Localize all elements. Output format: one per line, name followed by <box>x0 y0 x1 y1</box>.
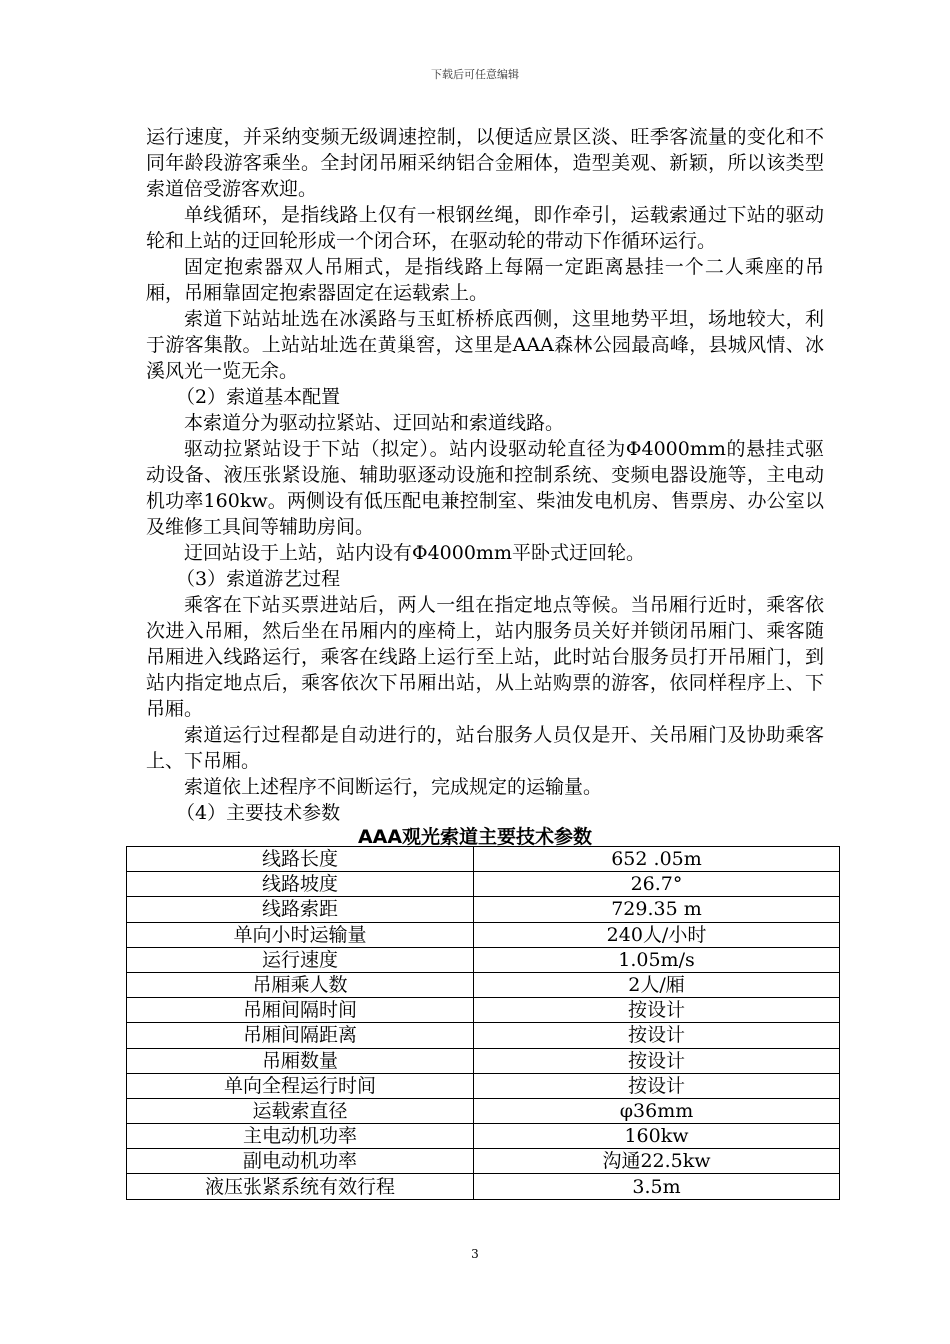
parameters-table <box>126 846 840 1200</box>
section-heading: （2）索道基本配置 <box>176 386 341 408</box>
param-value: 1.05m/s <box>474 947 840 972</box>
table-row <box>127 1023 840 1048</box>
paragraph: 乘客在下站买票进站后，两人一组在指定地点等候。当吊厢行近时，乘客依次进入吊厢，然后坐在吊厢内的座椅上，站内服务员关好并锁闭吊厢门、乘客随吊厢进入线路运行，乘客在线路上运行至上站，此时站台服务员打开吊厢门，到站内指定地点后，乘客依次下吊厢出站，从上站购票的游客，依同样程序上、下吊厢。 <box>146 594 824 720</box>
param-value: 240人/小时 <box>474 922 840 947</box>
table-row <box>127 1098 840 1123</box>
param-value: φ36mm <box>474 1098 840 1123</box>
param-name: 主电动机功率 <box>127 1124 474 1149</box>
paragraph: 索道运行过程都是自动进行的，站台服务人员仅是开、关吊厢门及协助乘客上、下吊厢。 <box>146 724 824 772</box>
table-row <box>127 847 840 872</box>
param-value: 按设计 <box>474 1048 840 1073</box>
section-heading: （3）索道游艺过程 <box>176 568 341 590</box>
paragraph: 本索道分为驱动拉紧站、迂回站和索道线路。 <box>184 412 565 434</box>
param-value: 按设计 <box>474 998 840 1023</box>
table-title: AAA观光索道主要技术参数 <box>357 826 593 848</box>
param-name: 副电动机功率 <box>127 1149 474 1174</box>
table-row <box>127 1124 840 1149</box>
paragraph: 索道依上述程序不间断运行，完成规定的运输量。 <box>184 776 603 798</box>
table-row <box>127 972 840 997</box>
param-value: 2人/厢 <box>474 972 840 997</box>
param-name: 液压张紧系统有效行程 <box>127 1174 474 1199</box>
param-name: 吊厢乘人数 <box>127 972 474 997</box>
table-row <box>127 1048 840 1073</box>
table-row <box>127 922 840 947</box>
param-value: 按设计 <box>474 1023 840 1048</box>
page-number: 3 <box>471 1247 479 1261</box>
param-name: 吊厢间隔时间 <box>127 998 474 1023</box>
table-row <box>127 947 840 972</box>
param-value: 652 .05m <box>474 847 840 872</box>
paragraph: 运行速度，并采纳变频无级调速控制，以便适应景区淡、旺季客流量的变化和不同年龄段游客乘坐。全封闭吊厢采纳铝合金厢体，造型美观、新颖，所以该类型索道倍受游客欢迎。 <box>146 126 824 200</box>
param-name: 吊厢数量 <box>127 1048 474 1073</box>
section-heading: （4）主要技术参数 <box>176 802 341 824</box>
body-text <box>146 124 824 826</box>
param-name: 线路索距 <box>127 897 474 922</box>
param-value: 沟通22.5kw <box>474 1149 840 1174</box>
param-name: 运行速度 <box>127 947 474 972</box>
param-name: 吊厢间隔距离 <box>127 1023 474 1048</box>
table-row <box>127 897 840 922</box>
table-row <box>127 872 840 897</box>
paragraph: 迂回站设于上站，站内设有Φ4000mm平卧式迂回轮。 <box>184 542 645 564</box>
table-row <box>127 1174 840 1199</box>
param-name: 单向小时运输量 <box>127 922 474 947</box>
paragraph: 单线循环，是指线路上仅有一根钢丝绳，即作牵引，运载索通过下站的驱动轮和上站的迂回轮形成一个闭合环，在驱动轮的带动下作循环运行。 <box>146 204 824 252</box>
paragraph: 索道下站站址选在冰溪路与玉虹桥桥底西侧，这里地势平坦，场地较大，利于游客集散。上站站址选在黄巢窖，这里是AAA森林公园最高峰，县城风情、冰溪风光一览无余。 <box>146 308 824 382</box>
table-row <box>127 998 840 1023</box>
paragraph: 固定抱索器双人吊厢式，是指线路上每隔一定距离悬挂一个二人乘座的吊厢，吊厢靠固定抱索器固定在运载索上。 <box>146 256 824 304</box>
param-name: 单向全程运行时间 <box>127 1073 474 1098</box>
param-value: 160kw <box>474 1124 840 1149</box>
param-name: 线路坡度 <box>127 872 474 897</box>
param-value: 按设计 <box>474 1073 840 1098</box>
paragraph: 驱动拉紧站设于下站（拟定）。站内设驱动轮直径为Φ4000mm的悬挂式驱动设备、液压张紧设施、辅助驱逐动设施和控制系统、变频电器设施等，主电动机功率160kw。两侧设有低压配电兼控制室、柴油发电机房、售票房、办公室以及维修工具间等辅助房间。 <box>146 438 824 538</box>
param-name: 运载索直径 <box>127 1098 474 1123</box>
param-value: 3.5m <box>474 1174 840 1199</box>
param-value: 729.35 m <box>474 897 840 922</box>
param-name: 线路长度 <box>127 847 474 872</box>
param-value: 26.7° <box>474 872 840 897</box>
table-row <box>127 1073 840 1098</box>
page-header: 下载后可任意编辑 <box>431 68 519 81</box>
table-row <box>127 1149 840 1174</box>
